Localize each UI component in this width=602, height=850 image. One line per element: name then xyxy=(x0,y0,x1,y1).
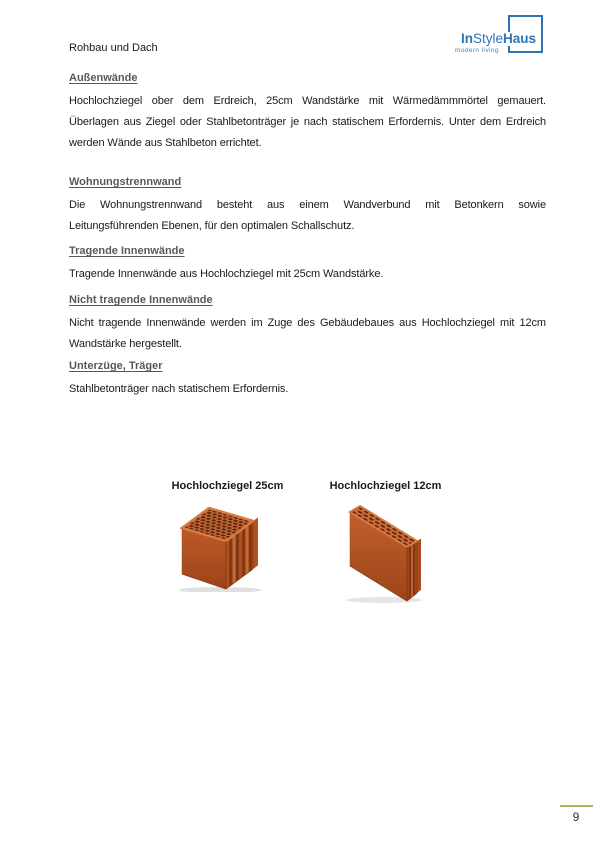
text-line: Hochlochziegel ober dem Erdreich, 25cm Wandstärke mit Wärmedämmmörtel gemauert. xyxy=(69,95,546,107)
text-line: Überlagen aus Ziegel oder Stahlbetonträger je nach statischem Erfordernis. Unter dem Erdreich xyxy=(69,116,546,128)
paragraph-nicht-tragende-innenwaende xyxy=(69,313,546,355)
section-heading-unterzuege-traeger: Unterzüge, Träger xyxy=(69,360,163,372)
section-heading-tragende-innenwaende: Tragende Innenwände xyxy=(69,245,185,257)
paragraph-aussenwaende xyxy=(69,91,546,154)
instylehaus-logo xyxy=(452,13,544,59)
text-line: Nicht tragende Innenwände werden im Zuge des Gebäudebaues aus Hochlochziegel mit 12cm xyxy=(69,317,546,329)
paragraph-wohnungstrennwand xyxy=(69,195,546,237)
paragraph-tragende-innenwaende xyxy=(69,264,546,285)
figure-caption-25cm: Hochlochziegel 25cm xyxy=(171,480,284,492)
brick-12cm-image xyxy=(346,502,424,604)
paragraph-unterzuege-traeger xyxy=(69,379,546,400)
logo-wordmark xyxy=(460,32,537,46)
brick-25cm-image xyxy=(180,504,266,592)
text-line: werden Wände aus Stahlbeton errichtet. xyxy=(69,137,262,149)
page-number: 9 xyxy=(572,810,580,824)
logo-wordmark-haus: Haus xyxy=(502,31,536,46)
logo-tagline: modern living xyxy=(455,47,499,54)
section-heading-aussenwaende: Außenwände xyxy=(69,72,138,84)
logo-wordmark-style: Style xyxy=(472,31,503,46)
figure-caption-12cm: Hochlochziegel 12cm xyxy=(329,480,442,492)
text-line: Wandstärke hergestellt. xyxy=(69,338,182,350)
text-line: Stahlbetonträger nach statischem Erfordernis. xyxy=(69,383,289,395)
text-line: Leitungsführenden Ebenen, für den optimalen Schallschutz. xyxy=(69,220,355,232)
logo-wordmark-in: In xyxy=(460,31,473,46)
text-line: Die Wohnungstrennwand besteht aus einem Wandverbund mit Betonkern sowie xyxy=(69,199,546,211)
document-header-title: Rohbau und Dach xyxy=(69,42,158,54)
footer-accent-line xyxy=(560,805,593,807)
text-line: Tragende Innenwände aus Hochlochziegel mit 25cm Wandstärke. xyxy=(69,268,384,280)
section-heading-nicht-tragende-innenwaende: Nicht tragende Innenwände xyxy=(69,294,213,306)
section-heading-wohnungstrennwand: Wohnungstrennwand xyxy=(69,176,182,188)
